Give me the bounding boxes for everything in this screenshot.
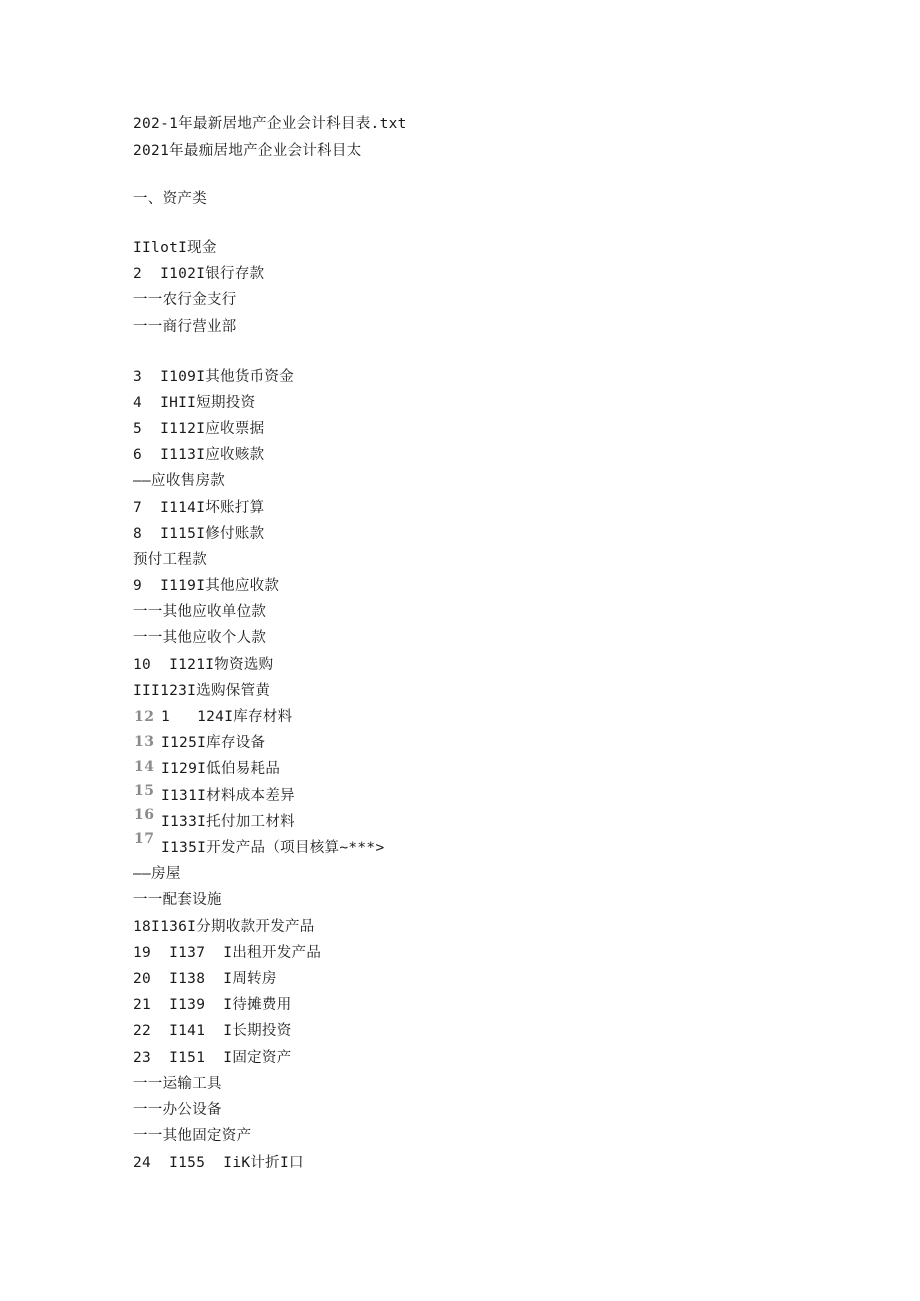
account-line: III123I选购保管黄 [133, 683, 271, 699]
account-line: 2 I102I银行存款 [133, 266, 265, 282]
account-line: 6 I113I应收赅款 [133, 447, 265, 463]
row-number-badge: 17 [134, 831, 155, 847]
account-line: 4 IHII短期投资 [133, 395, 256, 411]
account-line: I135I开发产品（项目核算~***> [161, 840, 385, 856]
sub-account-line: 一一其他固定资产 [133, 1128, 252, 1144]
account-line: I131I材料成本差异 [161, 788, 295, 804]
file-title: 202-1年最新居地产企业会计科目表.txt [133, 116, 407, 132]
sub-account-line: 一一其他应收个人款 [133, 630, 267, 646]
sub-account-line: 一一商行营业部 [133, 319, 237, 335]
account-line: 18I136I分期收款开发产品 [133, 919, 315, 935]
row-number-badge: 15 [134, 783, 155, 799]
row-number-badge: 14 [134, 759, 155, 775]
account-line: 23 I151 I固定资产 [133, 1050, 292, 1066]
account-line: I133I托付加工材料 [161, 814, 295, 830]
account-line: 21 I139 I待摊费用 [133, 997, 292, 1013]
sub-account-line: 预付工程款 [133, 552, 207, 568]
account-line: 10 I121I物资选购 [133, 657, 274, 673]
sub-account-line: ——房屋 [133, 866, 181, 882]
sub-account-line: 一一农行金支行 [133, 292, 237, 308]
row-number-badge: 16 [134, 807, 155, 823]
account-line: 9 I119I其他应收款 [133, 578, 280, 594]
sub-account-line: 一一其他应收单位款 [133, 604, 267, 620]
sub-account-line: 一一配套设施 [133, 892, 222, 908]
document-title: 2021年最痂居地产企业会计科目太 [133, 143, 362, 159]
account-line: 3 I109I其他货币资金 [133, 369, 295, 385]
account-line: 20 I138 I周转房 [133, 971, 277, 987]
sub-account-line: 一一运输工具 [133, 1076, 222, 1092]
row-number-badge: 12 [134, 709, 155, 725]
account-line: 22 I141 I长期投资 [133, 1023, 292, 1039]
account-line: 8 I115I修付账款 [133, 526, 265, 542]
account-line: IIlotI现金 [133, 240, 217, 256]
sub-account-line: 一一办公设备 [133, 1102, 222, 1118]
account-line: I129I低伯易耗品 [161, 761, 281, 777]
account-line: 24 I155 IiK计折I口 [133, 1155, 304, 1171]
account-line: 1 124I库存材料 [161, 709, 293, 725]
sub-account-line: ——应收售房款 [133, 473, 226, 489]
account-line: 7 I114I坏账打算 [133, 500, 265, 516]
row-number-badge: 13 [134, 734, 155, 750]
account-line: 19 I137 I出租开发产品 [133, 945, 322, 961]
section-heading: 一、资产类 [133, 191, 207, 207]
account-line: I125I库存设备 [161, 735, 266, 751]
account-line: 5 I112I应收票据 [133, 421, 265, 437]
